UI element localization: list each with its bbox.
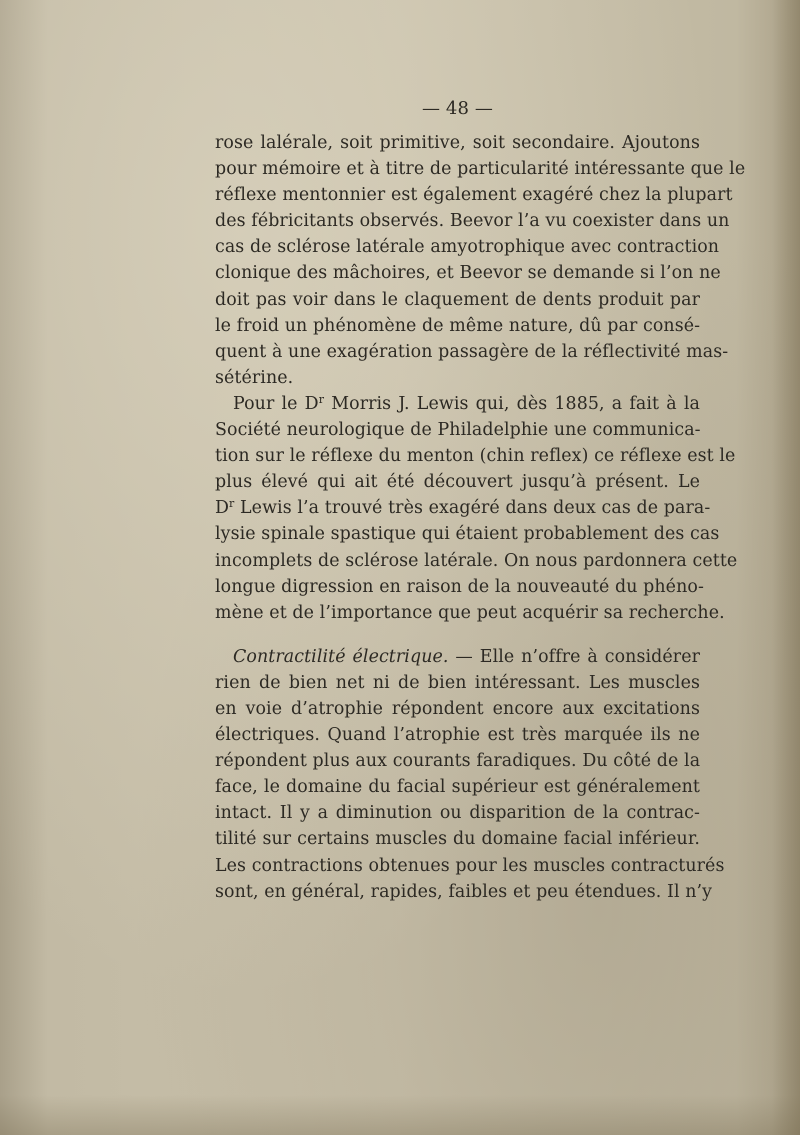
text-fragment: — Elle n’offre à considérer — [448, 646, 700, 667]
text-line: tilité sur certains muscles du domaine facial inférieur. — [215, 829, 700, 850]
page-edge-shadow — [772, 0, 800, 1135]
text-line: rose lalérale, soit primitive, soit secondaire. Ajoutons — [215, 133, 700, 153]
text-line: tion sur le réflexe du menton (chin reflex) ce réflexe est le — [215, 446, 736, 467]
text-line: quent à une exagération passagère de la réflectivité mas- — [215, 341, 729, 362]
paragraph-3 — [215, 644, 725, 905]
paragraph-gap — [215, 626, 700, 644]
text-fragment: Pour le D — [233, 393, 319, 414]
text-line: longue digression en raison de la nouveauté du phéno- — [215, 576, 704, 597]
text-line: plus élevé qui ait été découvert jusqu’à présent. Le — [215, 472, 700, 493]
text-line: face, le domaine du facial supérieur est généralement — [215, 777, 700, 798]
text-line — [215, 644, 700, 670]
paragraph-2 — [215, 391, 738, 626]
text-line: Société neurologique de Philadelphie une communica- — [215, 420, 701, 441]
superscript: r — [229, 497, 235, 511]
page-number: — 48 — — [422, 98, 493, 119]
text-line: lysie spinale spastique qui étaient probablement des cas — [215, 524, 720, 545]
text-line: cas de sclérose latérale amyotrophique avec contraction — [215, 237, 720, 258]
page-bottom-shadow — [0, 1095, 800, 1135]
text-line: pour mémoire et à titre de particularité intéressante que le — [215, 159, 746, 180]
text-line: incomplets de sclérose latérale. On nous pardonnera cette — [215, 550, 738, 571]
text-line: en voie d’atrophie répondent encore aux excitations — [215, 698, 700, 719]
text-line: Les contractions obtenues pour les muscles contracturés — [215, 855, 725, 876]
text-line: réflexe mentonnier est également exagéré chez la plupart — [215, 185, 733, 206]
text-line: sétérine. — [215, 367, 294, 388]
text-line: répondent plus aux courants faradiques. Du côté de la — [215, 751, 701, 772]
text-line: sont, en général, rapides, faibles et peu étendues. Il n’y — [215, 881, 713, 902]
text-body — [215, 92, 746, 905]
text-fragment: D — [215, 498, 230, 519]
superscript: r — [318, 392, 325, 406]
text-line: clonique des mâchoires, et Beevor se demande si l’on ne — [215, 263, 721, 284]
text-line — [215, 391, 700, 417]
text-line: des fébricitants observés. Beevor l’a vu coexister dans un — [215, 211, 730, 232]
text-fragment: Lewis l’a trouvé très exagéré dans deux cas de para- — [234, 498, 711, 519]
text-line: électriques. Quand l’atrophie est très marquée ils ne — [215, 725, 700, 746]
text-line: intact. Il y a diminution ou disparition de la contrac- — [215, 803, 700, 824]
paragraph-1 — [215, 130, 746, 391]
text-line: le froid un phénomène de même nature, dû par consé- — [215, 315, 701, 336]
text-line — [215, 495, 711, 521]
text-line: rien de bien net ni de bien intéressant. Les muscles — [215, 672, 700, 693]
section-heading: Contractilité électrique. — [233, 646, 449, 667]
text-line: doit pas voir dans le claquement de dents produit par — [215, 289, 700, 310]
text-fragment: Morris J. Lewis qui, dès 1885, a fait à la — [324, 393, 700, 414]
text-line: mène et de l’importance que peut acquérir sa recherche. — [215, 602, 725, 623]
